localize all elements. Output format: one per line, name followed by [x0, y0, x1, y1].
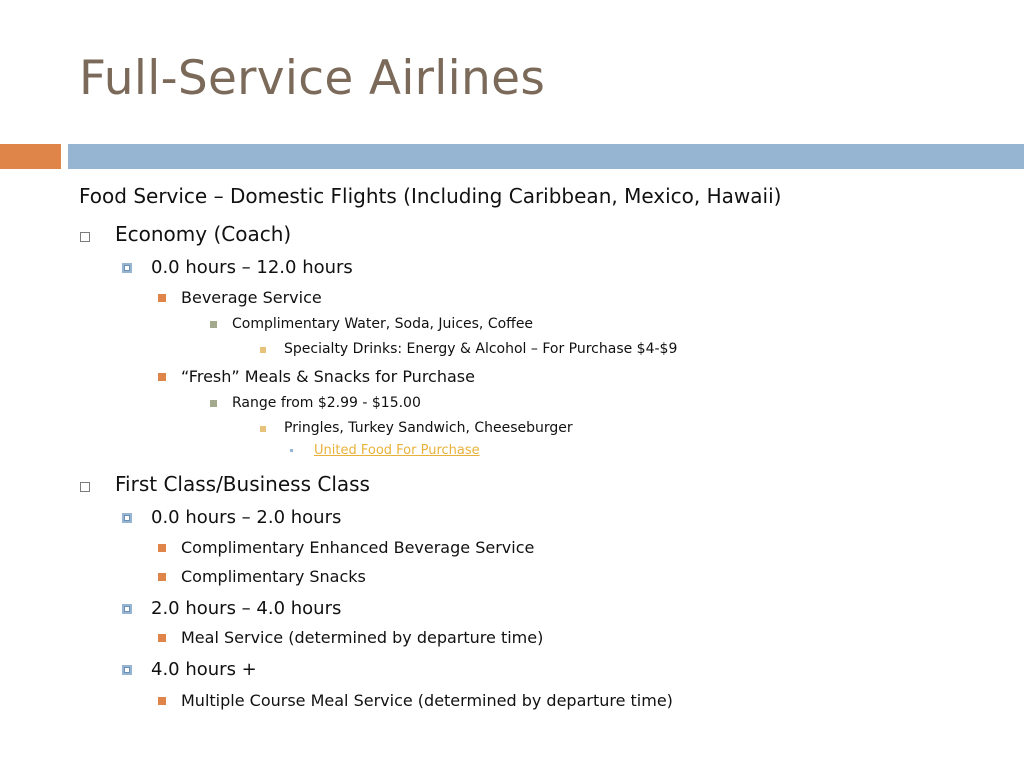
yellow-square-bullet-icon — [260, 347, 266, 353]
slide-title: Full-Service Airlines — [79, 51, 546, 106]
orange-square-bullet-icon — [158, 573, 166, 581]
beverage-service: Beverage Service — [181, 288, 322, 307]
food-items: Pringles, Turkey Sandwich, Cheeseburger — [284, 420, 573, 436]
orange-square-bullet-icon — [158, 294, 166, 302]
blue-square-bullet-icon — [122, 263, 132, 273]
first-range-3: 4.0 hours + — [151, 659, 257, 680]
orange-square-bullet-icon — [158, 634, 166, 642]
price-range: Range from $2.99 - $15.00 — [232, 395, 421, 411]
hollow-square-bullet-icon — [80, 482, 90, 492]
complimentary-drinks: Complimentary Water, Soda, Juices, Coffee — [232, 316, 534, 332]
green-square-bullet-icon — [210, 321, 217, 328]
first-class-label: First Class/Business Class — [115, 472, 370, 496]
yellow-square-bullet-icon — [260, 426, 266, 432]
multi-course-meal: Multiple Course Meal Service (determined by departure time) — [181, 691, 673, 710]
enhanced-beverage: Complimentary Enhanced Beverage Service — [181, 538, 535, 557]
fresh-meals: “Fresh” Meals & Snacks for Purchase — [181, 367, 475, 386]
orange-square-bullet-icon — [158, 373, 166, 381]
tiny-square-bullet-icon — [290, 449, 293, 452]
section-heading: Food Service – Domestic Flights (Including Caribbean, Mexico, Hawaii) — [79, 184, 782, 208]
economy-range-1: 0.0 hours – 12.0 hours — [151, 257, 353, 278]
economy-label: Economy (Coach) — [115, 222, 292, 246]
meal-service: Meal Service (determined by departure time) — [181, 628, 544, 647]
blue-square-bullet-icon — [122, 604, 132, 614]
first-range-1: 0.0 hours – 2.0 hours — [151, 507, 342, 528]
orange-square-bullet-icon — [158, 697, 166, 705]
blue-square-bullet-icon — [122, 513, 132, 523]
hollow-square-bullet-icon — [80, 232, 90, 242]
united-food-link[interactable]: United Food For Purchase — [314, 443, 480, 458]
accent-bar-orange — [0, 144, 61, 169]
orange-square-bullet-icon — [158, 544, 166, 552]
first-range-2: 2.0 hours – 4.0 hours — [151, 598, 342, 619]
accent-bar-blue — [68, 144, 1024, 169]
specialty-drinks: Specialty Drinks: Energy & Alcohol – For Purchase $4-$9 — [284, 341, 678, 357]
green-square-bullet-icon — [210, 400, 217, 407]
blue-square-bullet-icon — [122, 665, 132, 675]
complimentary-snacks: Complimentary Snacks — [181, 567, 366, 586]
